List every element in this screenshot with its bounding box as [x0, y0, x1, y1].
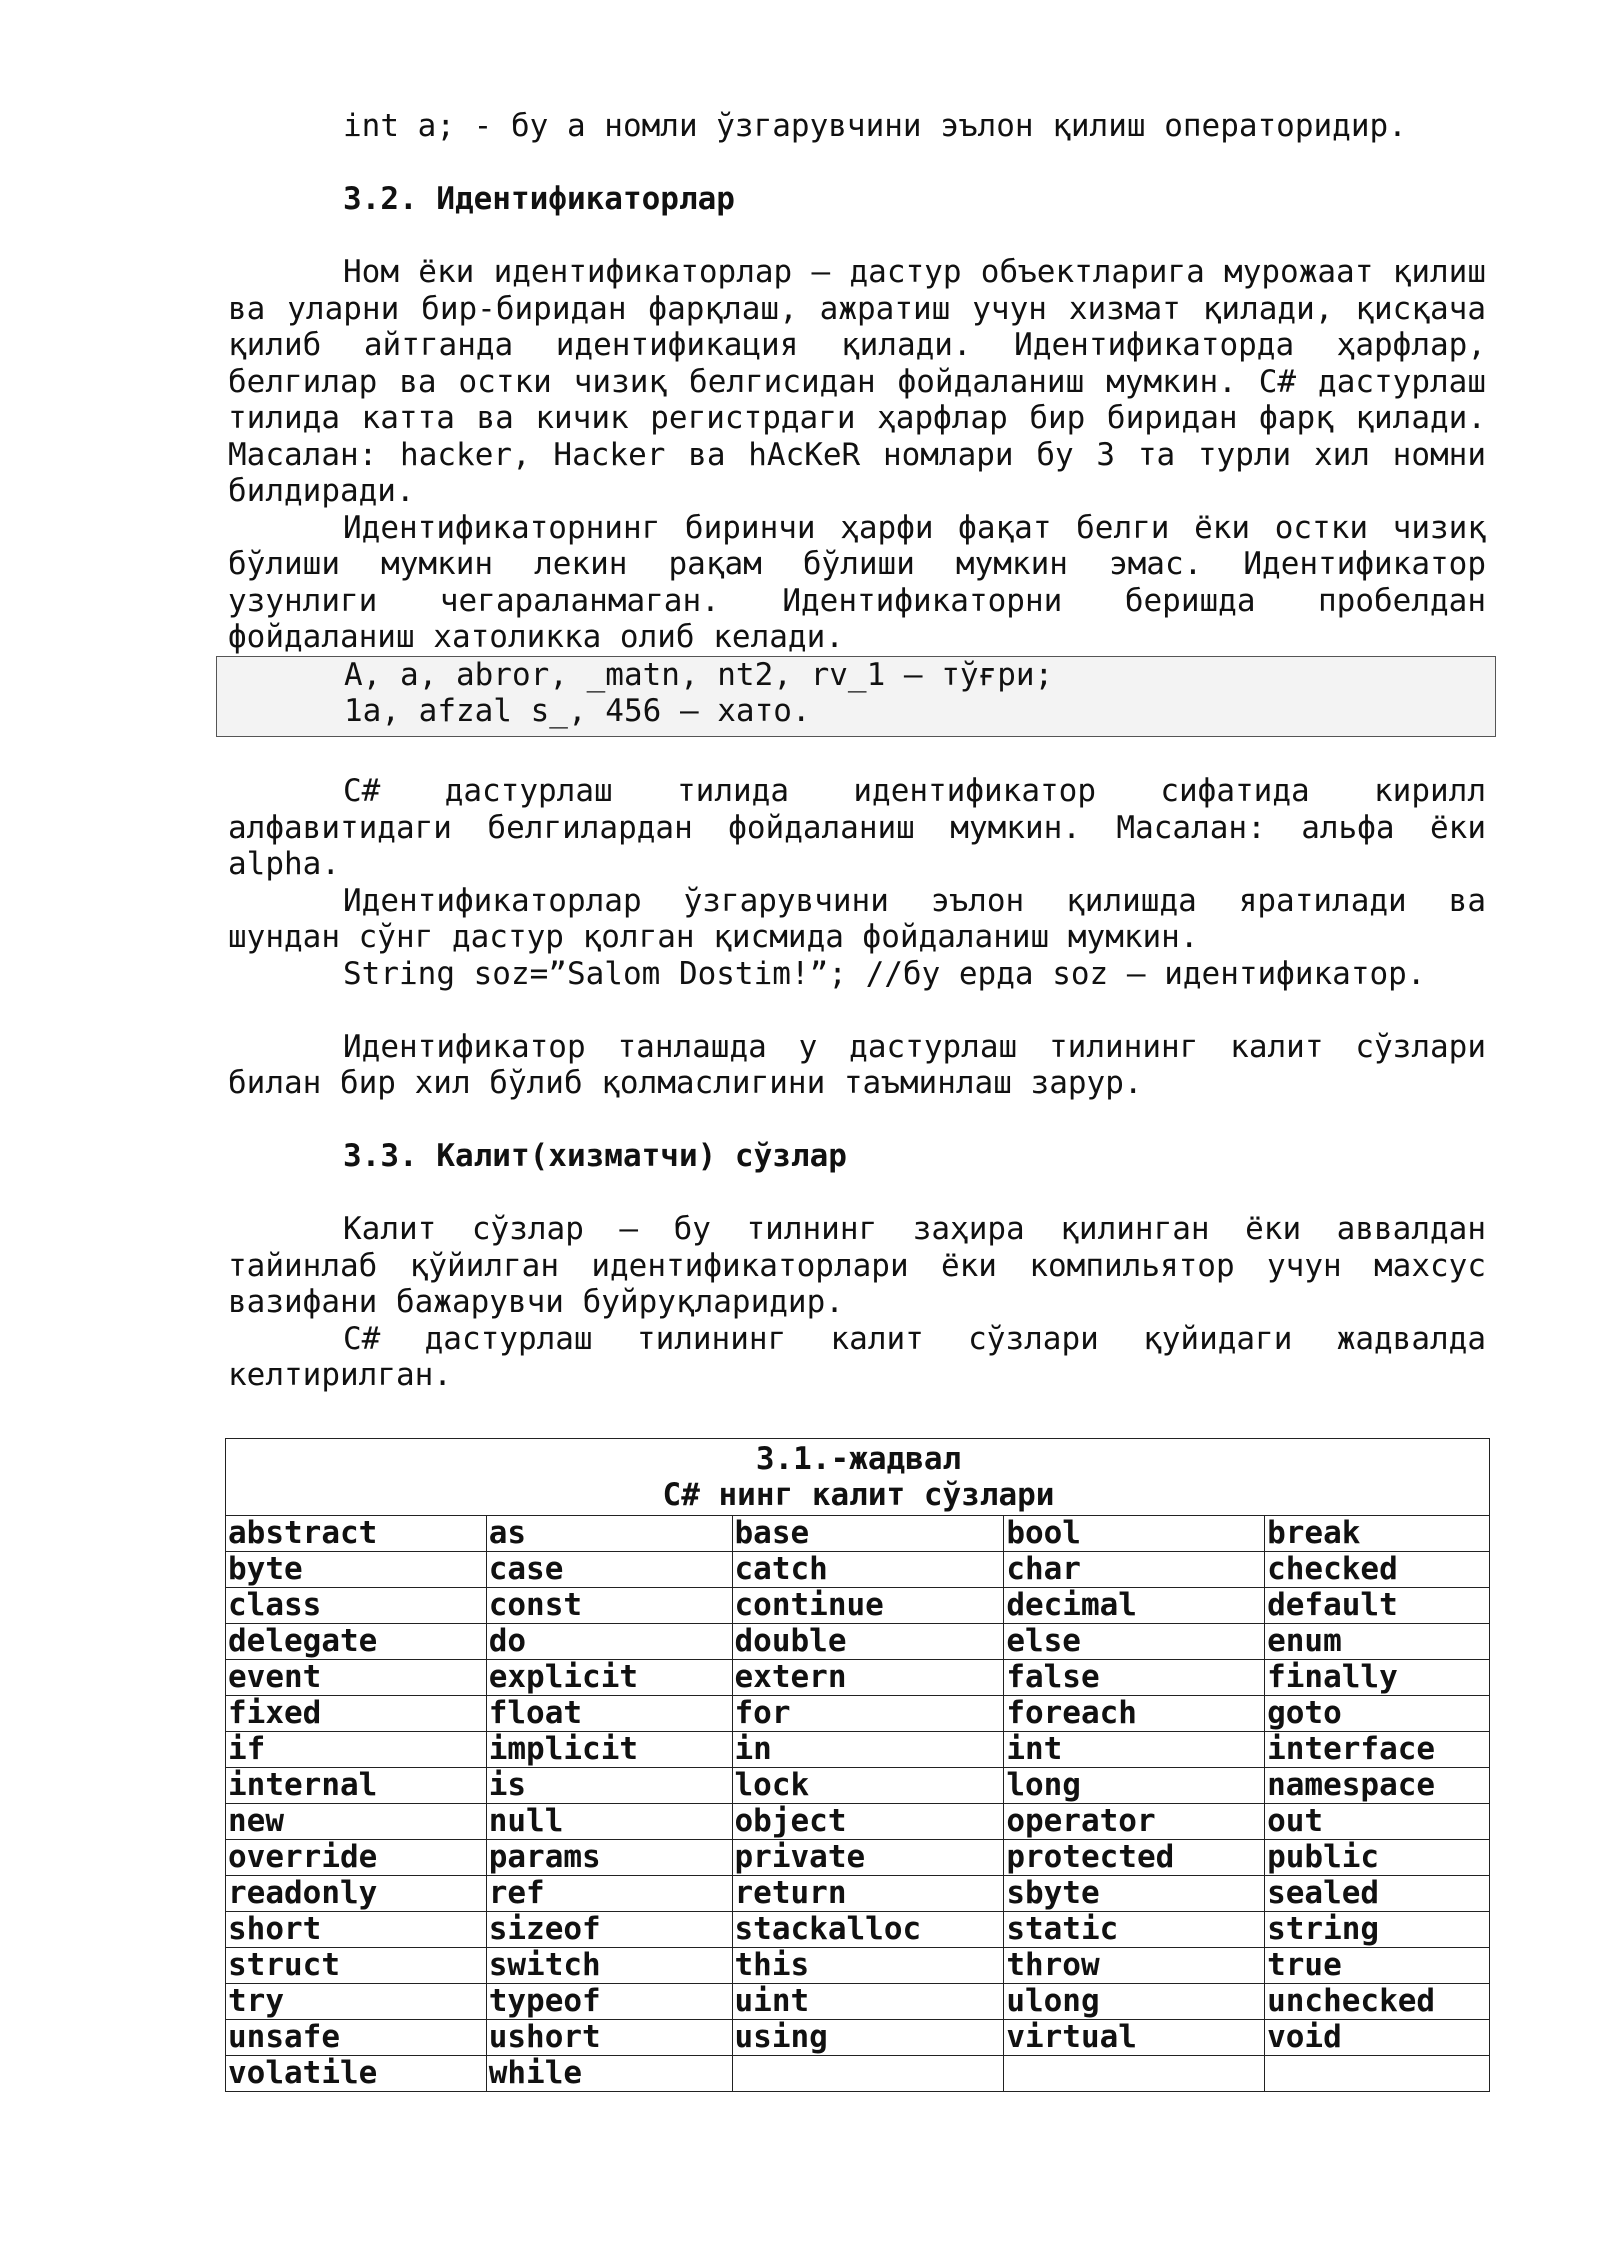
paragraph-identifier-rules: Идентификаторнинг биринчи ҳарфи фақат белги ёки остки чизиқ бўлиши мумкин лекин рақам бўлиши мумкин эмас. Идентификатор узунлиги чегараланмаган. Идентификаторни беришда пробелдан фойдаланиш хатоликка олиб келади. — [228, 509, 1486, 655]
keywords-table-body — [226, 1516, 1490, 2092]
keyword-cell: lock — [732, 1768, 1004, 1804]
keyword-cell: decimal — [1004, 1588, 1265, 1624]
keyword-cell: while — [486, 2056, 732, 2092]
section-heading-3-3: 3.3. Калит(хизматчи) сўзлар — [343, 1138, 847, 1174]
keyword-cell: true — [1265, 1948, 1490, 1984]
table-row — [226, 1840, 1490, 1876]
table-caption-number: 3.1.-жадвал — [755, 1441, 962, 1477]
page-content — [228, 108, 1486, 1394]
paragraph-keyword-conflict: Идентификатор танлашда у дастурлаш тилининг калит сўзлари билан бир хил бўлиб қолмаслигини таъминлаш зарур. — [228, 1028, 1486, 1101]
keyword-cell: void — [1265, 2020, 1490, 2056]
keyword-cell: object — [732, 1804, 1004, 1840]
keyword-cell: enum — [1265, 1624, 1490, 1660]
keyword-cell: ulong — [1004, 1984, 1265, 2020]
keyword-cell: out — [1265, 1804, 1490, 1840]
table-row — [226, 1948, 1490, 1984]
code-line-invalid: 1a, afzal s_, 456 – хато. — [344, 693, 811, 729]
table-caption-row — [226, 1439, 1490, 1516]
keyword-cell: sealed — [1265, 1876, 1490, 1912]
keyword-cell: break — [1265, 1516, 1490, 1552]
keyword-cell: as — [486, 1516, 732, 1552]
keyword-cell: private — [732, 1840, 1004, 1876]
keyword-cell: abstract — [226, 1516, 487, 1552]
keywords-table — [225, 1438, 1490, 2092]
code-example-line: String soz=”Salom Dostim!”; //бу ерда soz – идентификатор. — [343, 955, 1426, 992]
keyword-cell: struct — [226, 1948, 487, 1984]
paragraph-keywords-table-ref: C# дастурлаш тилининг калит сўзлари қуйидаги жадвалда келтирилган. — [228, 1320, 1486, 1393]
keyword-cell: uint — [732, 1984, 1004, 2020]
keyword-cell: string — [1265, 1912, 1490, 1948]
keyword-cell: ref — [486, 1876, 732, 1912]
keyword-cell: foreach — [1004, 1696, 1265, 1732]
keyword-cell: explicit — [486, 1660, 732, 1696]
keyword-cell: params — [486, 1840, 732, 1876]
keyword-cell: class — [226, 1588, 487, 1624]
keyword-cell: stackalloc — [732, 1912, 1004, 1948]
paragraph-identifiers-intro: Ном ёки идентификаторлар – дастур объектларига мурожаат қилиш ва уларни бир-биридан фарқлаш, ажратиш учун хизмат қилади, қисқача қилиб айтганда идентификация қилади. Идентификаторда ҳарфлар, белгилар ва остки чизиқ белгисидан фойдаланиш мумкин. C# дастурлаш тилида катта ва кичик регистрдаги ҳарфлар бир биридан фарқ қилади. Масалан: hacker, Hacker ва hAcKeR номлари бу 3 та турли хил номни билдиради. — [228, 254, 1486, 509]
table-row — [226, 1516, 1490, 1552]
table-row — [226, 2056, 1490, 2092]
keyword-cell: typeof — [486, 1984, 732, 2020]
keyword-cell: override — [226, 1840, 487, 1876]
table-row — [226, 1588, 1490, 1624]
keyword-cell: const — [486, 1588, 732, 1624]
table-row — [226, 1660, 1490, 1696]
keyword-cell: int — [1004, 1732, 1265, 1768]
keyword-cell: ushort — [486, 2020, 732, 2056]
keyword-cell: base — [732, 1516, 1004, 1552]
keyword-cell: return — [732, 1876, 1004, 1912]
keyword-cell: internal — [226, 1768, 487, 1804]
keyword-cell: readonly — [226, 1876, 487, 1912]
keyword-cell: long — [1004, 1768, 1265, 1804]
keyword-cell — [1004, 2056, 1265, 2092]
keyword-cell: event — [226, 1660, 487, 1696]
keyword-cell: bool — [1004, 1516, 1265, 1552]
keyword-cell: operator — [1004, 1804, 1265, 1840]
keyword-cell: delegate — [226, 1624, 487, 1660]
keyword-cell: finally — [1265, 1660, 1490, 1696]
table-row — [226, 2020, 1490, 2056]
keyword-cell: continue — [732, 1588, 1004, 1624]
keyword-cell: case — [486, 1552, 732, 1588]
keyword-cell: throw — [1004, 1948, 1265, 1984]
keyword-cell: null — [486, 1804, 732, 1840]
keyword-cell: do — [486, 1624, 732, 1660]
keyword-cell: public — [1265, 1840, 1490, 1876]
keyword-cell: for — [732, 1696, 1004, 1732]
keyword-cell: interface — [1265, 1732, 1490, 1768]
paragraph-keywords-definition: Калит сўзлар – бу тилнинг заҳира қилинган ёки аввалдан тайинлаб қўйилган идентификаторлари ёки компильятор учун махсус вазифани бажарувчи буйруқларидир. — [228, 1211, 1486, 1320]
keyword-cell: is — [486, 1768, 732, 1804]
keyword-cell: namespace — [1265, 1768, 1490, 1804]
intro-line: int a; - бу a номли ўзгарувчини эълон қилиш операторидир. — [343, 108, 1407, 144]
table-row — [226, 1624, 1490, 1660]
table-row — [226, 1552, 1490, 1588]
table-row — [226, 1804, 1490, 1840]
keyword-cell: static — [1004, 1912, 1265, 1948]
keyword-cell: implicit — [486, 1732, 732, 1768]
keyword-cell: default — [1265, 1588, 1490, 1624]
table-caption — [226, 1439, 1490, 1516]
keyword-cell: checked — [1265, 1552, 1490, 1588]
keyword-cell: sizeof — [486, 1912, 732, 1948]
keyword-cell: unchecked — [1265, 1984, 1490, 2020]
keyword-cell: try — [226, 1984, 487, 2020]
paragraph-cyrillic-identifiers: C# дастурлаш тилида идентификатор сифатида кирилл алфавитидаги белгилардан фойдаланиш мумкин. Масалан: альфа ёки alpha. — [228, 773, 1486, 882]
keyword-cell — [732, 2056, 1004, 2092]
keyword-cell: short — [226, 1912, 487, 1948]
keyword-cell: volatile — [226, 2056, 487, 2092]
keyword-cell: new — [226, 1804, 487, 1840]
section-heading-3-2: 3.2. Идентификаторлар — [343, 181, 735, 217]
keyword-cell: sbyte — [1004, 1876, 1265, 1912]
keyword-cell: this — [732, 1948, 1004, 1984]
keyword-cell: byte — [226, 1552, 487, 1588]
keyword-cell — [1265, 2056, 1490, 2092]
code-example-box — [216, 656, 1496, 737]
keyword-cell: else — [1004, 1624, 1265, 1660]
keyword-cell: if — [226, 1732, 487, 1768]
keyword-cell: switch — [486, 1948, 732, 1984]
code-line-valid: A, a, abror, _matn, nt2, rv_1 – тўғри; — [344, 656, 1054, 693]
keyword-cell: double — [732, 1624, 1004, 1660]
keyword-cell: char — [1004, 1552, 1265, 1588]
keyword-cell: using — [732, 2020, 1004, 2056]
table-caption-title: C# нинг калит сўзлари — [662, 1477, 1055, 1513]
table-row — [226, 1696, 1490, 1732]
keyword-cell: goto — [1265, 1696, 1490, 1732]
keyword-cell: unsafe — [226, 2020, 487, 2056]
keyword-cell: catch — [732, 1552, 1004, 1588]
table-row — [226, 1984, 1490, 2020]
keyword-cell: extern — [732, 1660, 1004, 1696]
paragraph-identifier-declaration: Идентификаторлар ўзгарувчини эълон қилишда яратилади ва шундан сўнг дастур қолган қисмида фойдаланиш мумкин. — [228, 882, 1486, 955]
keyword-cell: false — [1004, 1660, 1265, 1696]
table-row — [226, 1768, 1490, 1804]
table-row — [226, 1912, 1490, 1948]
keyword-cell: virtual — [1004, 2020, 1265, 2056]
keyword-cell: fixed — [226, 1696, 487, 1732]
keyword-cell: float — [486, 1696, 732, 1732]
table-row — [226, 1732, 1490, 1768]
keyword-cell: in — [732, 1732, 1004, 1768]
table-row — [226, 1876, 1490, 1912]
keyword-cell: protected — [1004, 1840, 1265, 1876]
